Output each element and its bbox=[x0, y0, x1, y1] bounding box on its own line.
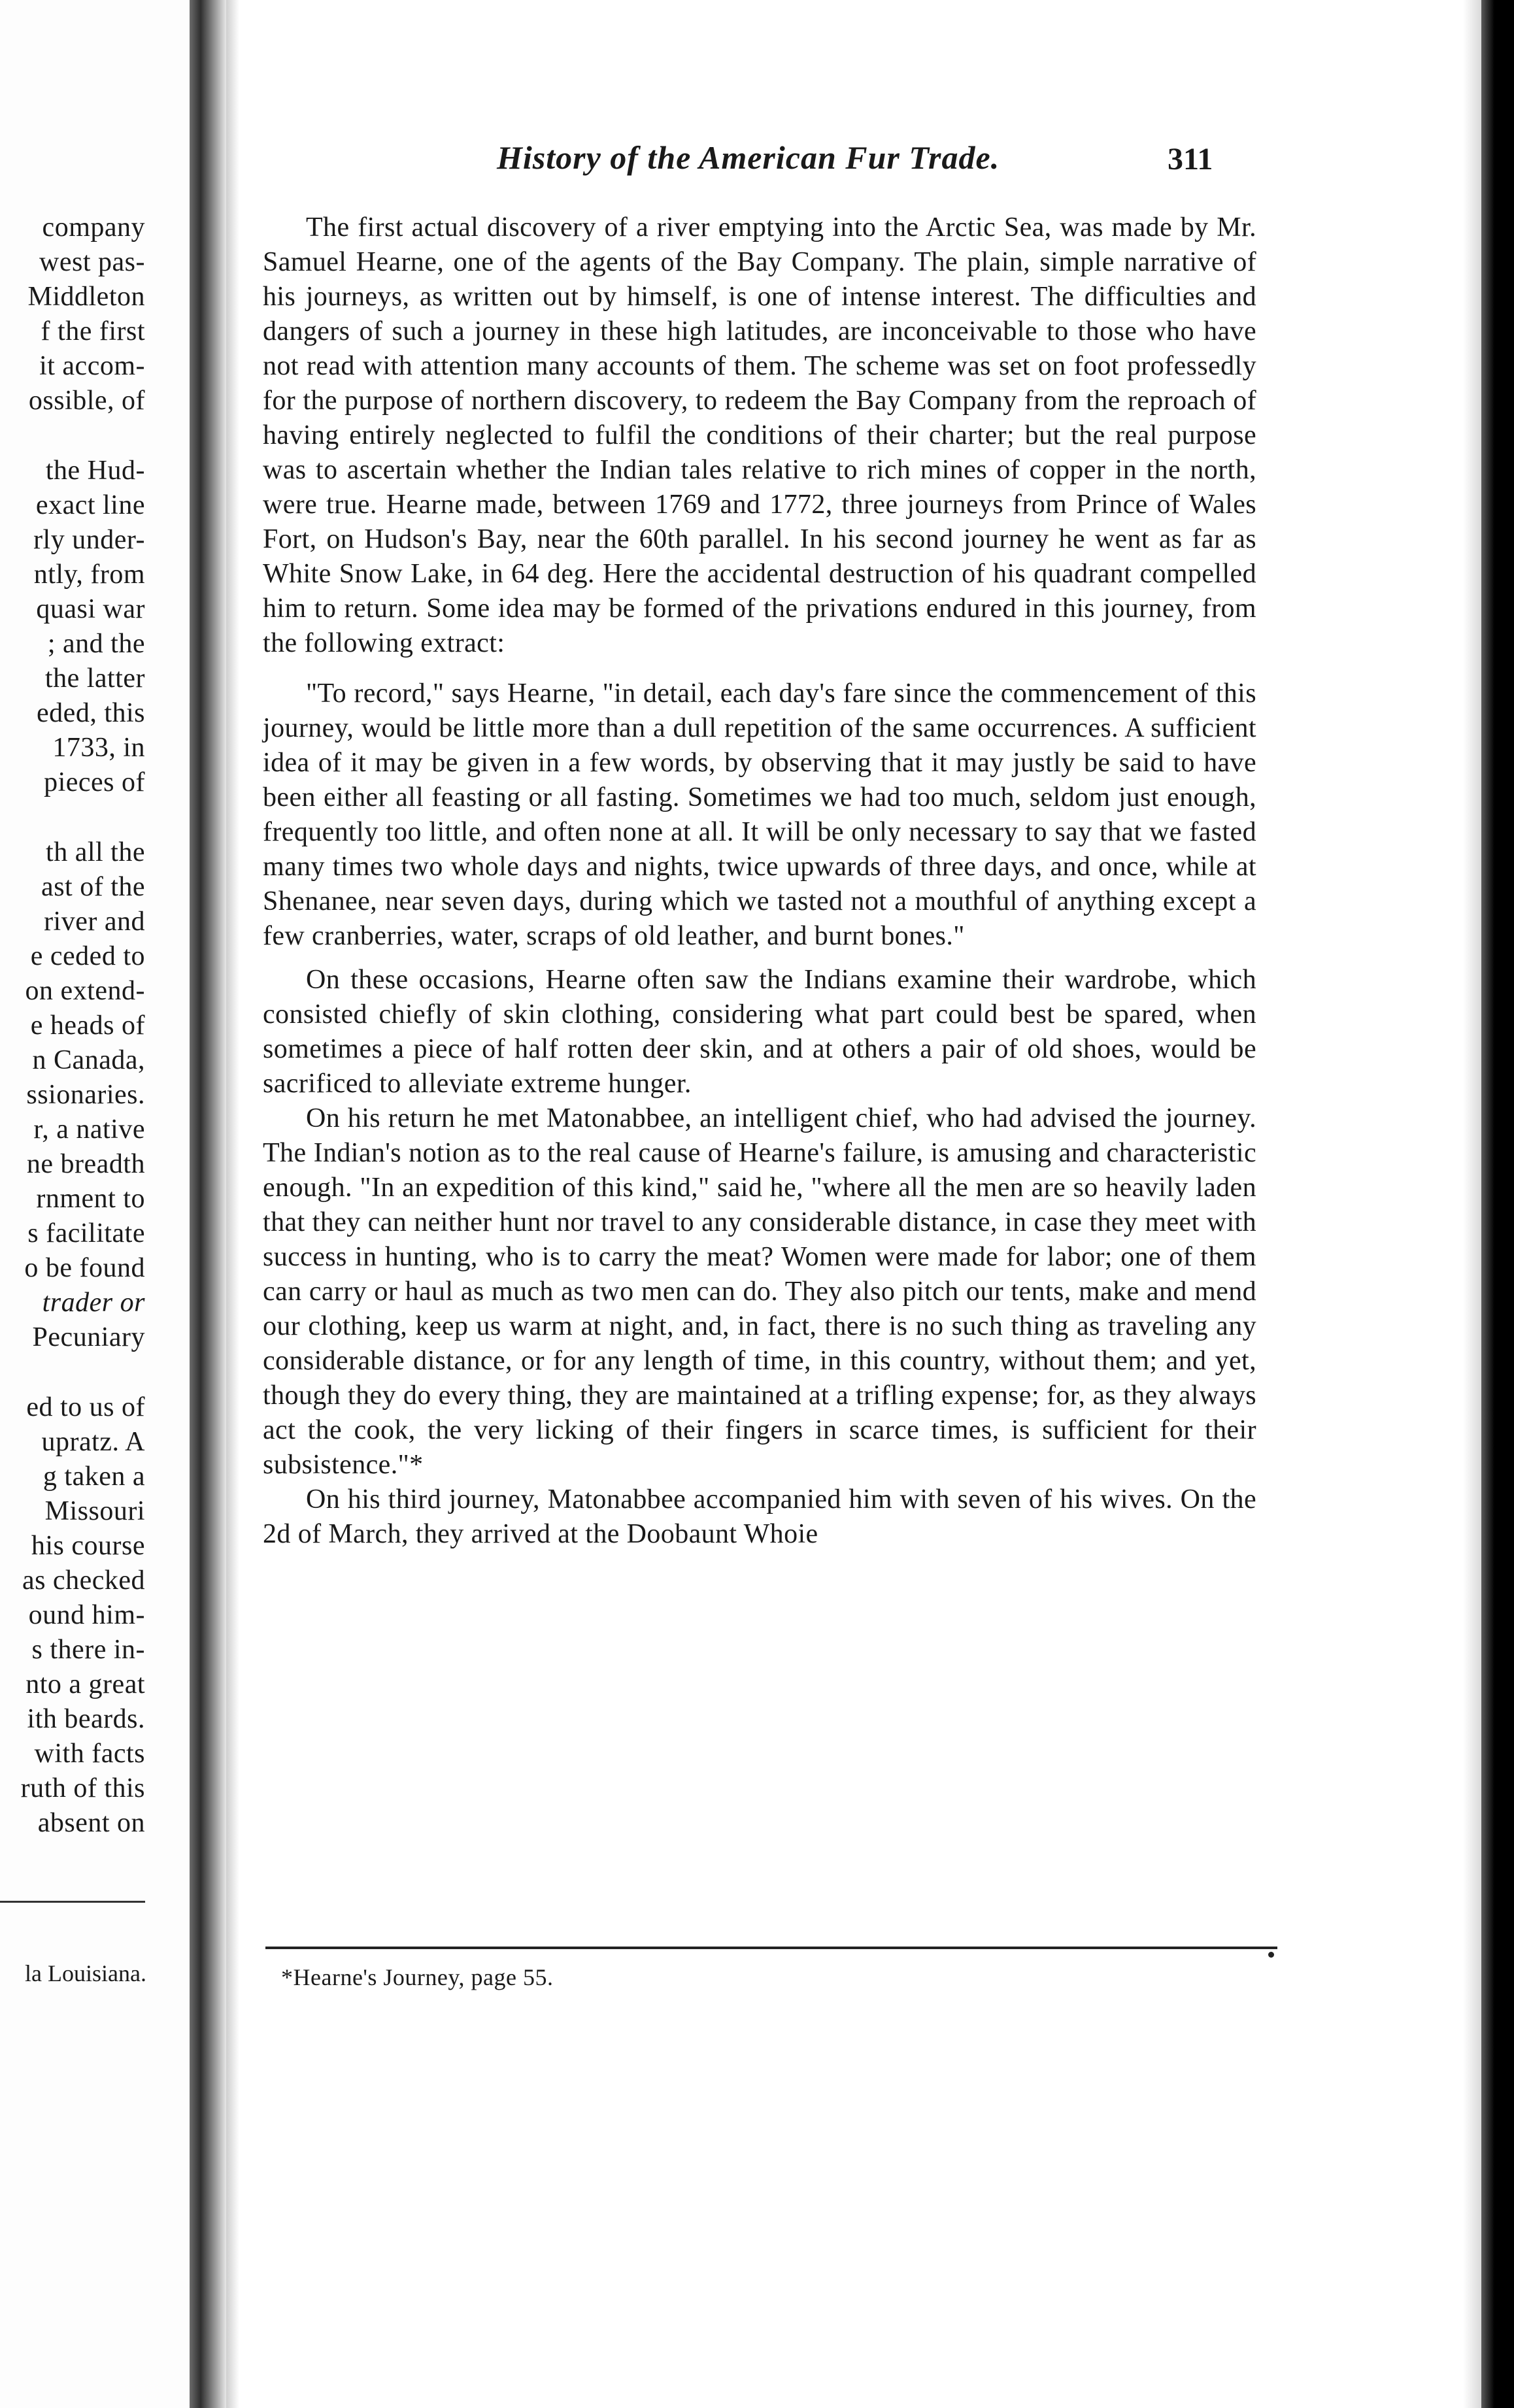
left-paragraph-gap bbox=[0, 418, 145, 454]
right-page-shadow bbox=[1463, 0, 1481, 2408]
left-line: th all the bbox=[46, 837, 145, 867]
left-line: o be found bbox=[24, 1253, 145, 1283]
page-edge-shadow bbox=[226, 0, 239, 2408]
left-line: Missouri bbox=[44, 1496, 145, 1526]
left-line: rnment to bbox=[36, 1184, 145, 1214]
left-line: ; and the bbox=[47, 629, 145, 659]
left-line: quasi war bbox=[36, 594, 145, 624]
left-line: eded, this bbox=[37, 698, 145, 728]
left-line: as checked bbox=[22, 1565, 145, 1596]
main-text-column bbox=[263, 210, 1256, 1552]
left-line: ast of the bbox=[41, 872, 145, 902]
left-line: ound him- bbox=[28, 1600, 145, 1630]
left-line: g taken a bbox=[42, 1462, 145, 1492]
left-line: e heads of bbox=[30, 1011, 145, 1041]
left-line: ossible, of bbox=[28, 386, 145, 416]
left-paragraph-gap bbox=[0, 1355, 145, 1390]
left-line: r, a native bbox=[33, 1114, 145, 1145]
left-line: company bbox=[42, 212, 145, 242]
left-line: rly under- bbox=[33, 525, 145, 555]
left-line: on extend- bbox=[25, 976, 145, 1006]
left-line: with facts bbox=[34, 1739, 145, 1769]
left-line: the latter bbox=[44, 663, 145, 694]
left-line: ssionaries. bbox=[26, 1080, 145, 1110]
left-line: it accom- bbox=[39, 351, 145, 381]
quoted-paragraph: "To record," says Hearne, "in detail, each day's fare since the commencement of this journey, would be little more than a dull repetition of the same occurrences. A sufficient idea of it may be given in a few words, by observing that it may justly be said to have been either all feasting or all fasting. Sometimes we had too much, seldom just enough, frequently too little, and often none at all. It will be only necessary to say that we fasted many times two whole days and nights, twice upwards of three days, and once, while at Shenanee, near seven days, during which we tasted not a mouthful of anything except a few cranberries, water, scraps of old leather, and burnt bones." bbox=[263, 678, 1256, 951]
footnote-rule bbox=[265, 1947, 1277, 1949]
left-line: pieces of bbox=[44, 767, 145, 797]
left-line: west pas- bbox=[39, 247, 145, 277]
left-line: ne breadth bbox=[26, 1149, 145, 1179]
page-number: 311 bbox=[1168, 142, 1213, 176]
paragraph: On his third journey, Matonabbee accompanied him with seven of his wives. On the 2d of March, they arrived at the Doobaunt Whoie bbox=[263, 1484, 1256, 1549]
left-line: s facilitate bbox=[27, 1218, 145, 1248]
running-title: History of the American Fur Trade. bbox=[497, 139, 1000, 176]
book-gutter bbox=[190, 0, 226, 2408]
left-line: river and bbox=[44, 907, 145, 937]
left-line: s there in- bbox=[31, 1635, 145, 1665]
left-line: ntly, from bbox=[33, 560, 145, 590]
left-line: ruth of this bbox=[20, 1773, 145, 1803]
left-line: e ceded to bbox=[30, 941, 145, 971]
left-line: upratz. A bbox=[41, 1427, 145, 1457]
scan-border-right bbox=[1481, 0, 1514, 2408]
left-line: nto a great bbox=[25, 1669, 145, 1699]
paragraph: On these occasions, Hearne often saw the Indians examine their wardrobe, which consisted chiefly of skin clothing, considering what part could best be spared, when sometimes a piece of half rotten deer skin, and at others a pair of old shoes, would be sacrificed to alleviate extreme hunger. bbox=[263, 965, 1256, 1099]
footnote: *Hearne's Journey, page 55. bbox=[281, 1964, 554, 1990]
left-line: Middleton bbox=[27, 282, 145, 312]
rule-end-dot bbox=[1268, 1952, 1274, 1958]
previous-page-text bbox=[0, 210, 145, 1841]
left-line: absent on bbox=[37, 1808, 145, 1838]
left-footnote-fragment: la Louisiana. bbox=[25, 1960, 146, 1986]
paragraph: The first actual discovery of a river emptying into the Arctic Sea, was made by Mr. Samuel Hearne, one of the agents of the Bay Company. The plain, simple narrative of his journeys, as written out by himself, is one of intense interest. The difficulties and dangers of such a journey in these high latitudes, are inconceivable to those who have not read with attention many accounts of them. The scheme was set on foot professedly for the purpose of northern discovery, to redeem the Bay Company from the reproach of having entirely neglected to fulfil the conditions of their charter; but the real purpose was to ascertain whether the Indian tales relative to rich mines of copper in the north, were true. Hearne made, between 1769 and 1772, three journeys from Prince of Wales Fort, on Hudson's Bay, near the 60th parallel. In his second journey he went as far as White Snow Lake, in 64 deg. Here the accidental destruction of his quadrant compelled him to return. Some idea may be formed of the privations endured in this journey, from the following extract: bbox=[263, 212, 1256, 658]
left-line: his course bbox=[31, 1531, 145, 1561]
left-line: n Canada, bbox=[32, 1045, 145, 1075]
left-line: trader or bbox=[42, 1288, 145, 1318]
left-line: exact line bbox=[35, 490, 145, 520]
left-line: ed to us of bbox=[26, 1392, 145, 1422]
left-line: ith beards. bbox=[27, 1704, 145, 1734]
previous-page-fragment bbox=[0, 0, 190, 2408]
left-line: the Hud- bbox=[45, 456, 145, 486]
left-line: 1733, in bbox=[52, 733, 145, 763]
left-line: Pecuniary bbox=[32, 1322, 145, 1352]
left-footnote-rule bbox=[0, 1901, 145, 1903]
left-paragraph-gap bbox=[0, 800, 145, 835]
paragraph: On his return he met Matonabbee, an intelligent chief, who had advised the journey. The Indian's notion as to the real cause of Hearne's failure, is amusing and characteristic enough. "In an expedition of this kind," said he, "where all the men are so heavily laden that they can neither hunt nor travel to any considerable distance, in case they meet with success in hunting, who is to carry the meat? Women were made for labor; one of them can carry or haul as much as two men can do. They also pitch our tents, make and mend our clothing, keep us warm at night, and, in fact, there is no such thing as traveling any considerable distance, or for any length of time, in this country, without them; and yet, though they do every thing, they are maintained at a trifling expense; for, as they always act the cook, the very licking of their fingers in scarce times, is sufficient for their subsistence."* bbox=[263, 1103, 1256, 1480]
left-line: f the first bbox=[41, 316, 145, 346]
